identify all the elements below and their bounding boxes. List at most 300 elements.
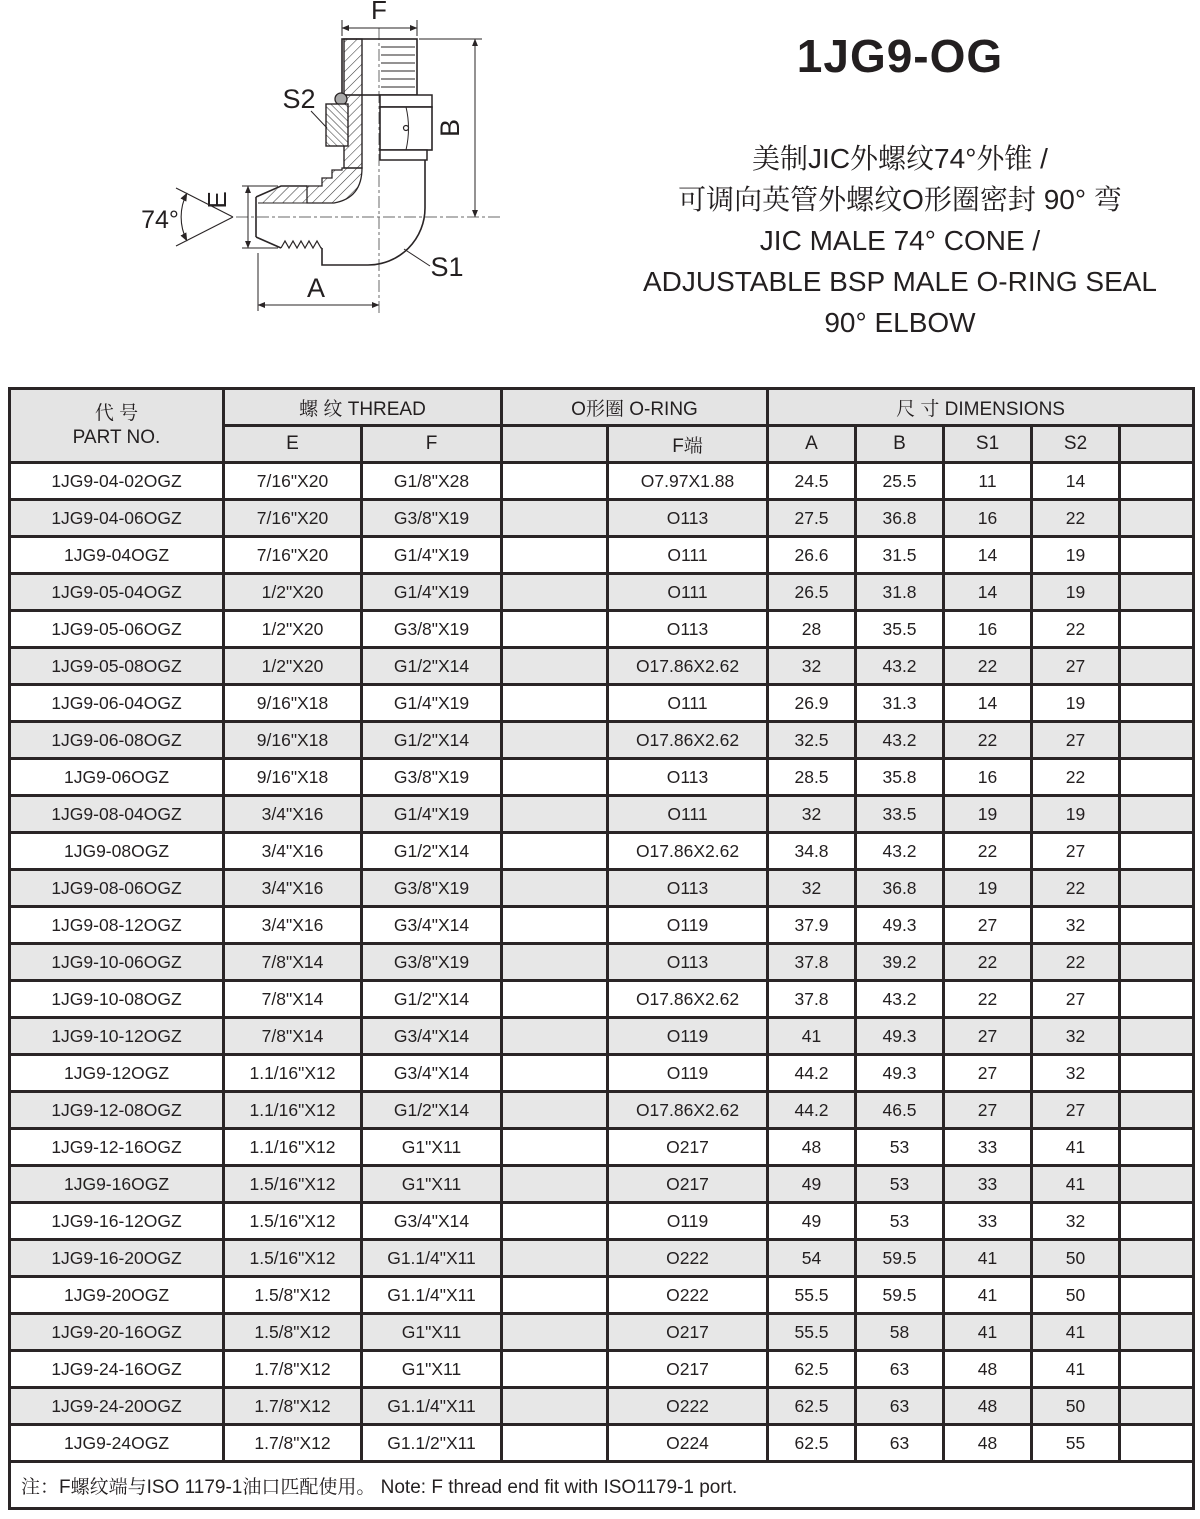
cell-dim-s1: 19 bbox=[944, 796, 1032, 833]
cell-oring-f-end: O222 bbox=[608, 1277, 768, 1314]
cell-thread-f: G3/8"X19 bbox=[362, 611, 502, 648]
cell-thread-e: 7/16"X20 bbox=[224, 500, 362, 537]
cell-dim-b: 43.2 bbox=[856, 722, 944, 759]
cell-thread-e: 1.1/16"X12 bbox=[224, 1129, 362, 1166]
cell-part-no: 1JG9-20-16OGZ bbox=[10, 1314, 224, 1351]
table-row bbox=[10, 1240, 1194, 1277]
cell-thread-f: G1/2"X14 bbox=[362, 648, 502, 685]
cell-dim-a: 55.5 bbox=[768, 1314, 856, 1351]
cell-dim-b: 43.2 bbox=[856, 981, 944, 1018]
cell-dim-s1: 16 bbox=[944, 500, 1032, 537]
cell-dim-extra bbox=[1120, 1055, 1194, 1092]
table-row bbox=[10, 759, 1194, 796]
table-row bbox=[10, 648, 1194, 685]
header-group-dimensions: 尺 寸 DIMENSIONS bbox=[768, 389, 1194, 426]
cell-dim-b: 25.5 bbox=[856, 463, 944, 500]
cell-dim-s2: 41 bbox=[1032, 1351, 1120, 1388]
cell-thread-e: 1.7/8"X12 bbox=[224, 1388, 362, 1425]
cell-dim-s1: 16 bbox=[944, 611, 1032, 648]
cell-dim-s2: 22 bbox=[1032, 944, 1120, 981]
cell-dim-extra bbox=[1120, 685, 1194, 722]
cell-dim-extra bbox=[1120, 722, 1194, 759]
cell-part-no: 1JG9-06-04OGZ bbox=[10, 685, 224, 722]
cell-dim-a: 48 bbox=[768, 1129, 856, 1166]
table-row bbox=[10, 1314, 1194, 1351]
cell-part-no: 1JG9-05-04OGZ bbox=[10, 574, 224, 611]
section-corner bbox=[307, 168, 362, 203]
cell-thread-f: G1.1/4"X11 bbox=[362, 1388, 502, 1425]
cell-dim-s2: 50 bbox=[1032, 1388, 1120, 1425]
header-col-s1: S1 bbox=[944, 426, 1032, 463]
cell-part-no: 1JG9-10-06OGZ bbox=[10, 944, 224, 981]
cell-dim-s1: 41 bbox=[944, 1277, 1032, 1314]
cell-thread-f: G1/4"X19 bbox=[362, 796, 502, 833]
cell-dim-b: 49.3 bbox=[856, 907, 944, 944]
table-row bbox=[10, 833, 1194, 870]
cell-oring-f-end: O113 bbox=[608, 500, 768, 537]
cell-dim-s2: 41 bbox=[1032, 1314, 1120, 1351]
table-row bbox=[10, 574, 1194, 611]
label-f: F bbox=[371, 0, 387, 25]
cell-oring-f-end: O17.86X2.62 bbox=[608, 722, 768, 759]
cell-oring-e-end bbox=[502, 500, 608, 537]
cell-oring-f-end: O17.86X2.62 bbox=[608, 981, 768, 1018]
cell-dim-b: 36.8 bbox=[856, 870, 944, 907]
cell-thread-f: G1/4"X19 bbox=[362, 574, 502, 611]
cell-oring-e-end bbox=[502, 1425, 608, 1462]
header-col-b: B bbox=[856, 426, 944, 463]
cell-dim-s1: 33 bbox=[944, 1129, 1032, 1166]
cell-dim-s1: 41 bbox=[944, 1240, 1032, 1277]
table-row bbox=[10, 1277, 1194, 1314]
header-col-oring-f: F端 bbox=[608, 426, 768, 463]
cell-dim-s2: 32 bbox=[1032, 907, 1120, 944]
table-row bbox=[10, 1092, 1194, 1129]
cell-dim-s1: 27 bbox=[944, 1018, 1032, 1055]
cell-dim-s1: 22 bbox=[944, 833, 1032, 870]
cell-dim-extra bbox=[1120, 796, 1194, 833]
cell-oring-f-end: O217 bbox=[608, 1129, 768, 1166]
cell-dim-b: 53 bbox=[856, 1166, 944, 1203]
technical-drawing bbox=[90, 0, 635, 345]
table-row bbox=[10, 611, 1194, 648]
cell-oring-f-end: O113 bbox=[608, 870, 768, 907]
cell-dim-a: 26.6 bbox=[768, 537, 856, 574]
cell-part-no: 1JG9-10-08OGZ bbox=[10, 981, 224, 1018]
cell-dim-s1: 41 bbox=[944, 1314, 1032, 1351]
cell-oring-e-end bbox=[502, 1277, 608, 1314]
cell-thread-e: 3/4"X16 bbox=[224, 870, 362, 907]
cell-dim-a: 44.2 bbox=[768, 1055, 856, 1092]
label-b: B bbox=[435, 118, 465, 138]
cell-dim-s2: 27 bbox=[1032, 981, 1120, 1018]
cell-thread-f: G1.1/4"X11 bbox=[362, 1277, 502, 1314]
cell-oring-f-end: O119 bbox=[608, 1055, 768, 1092]
cell-oring-e-end bbox=[502, 574, 608, 611]
cell-part-no: 1JG9-12-08OGZ bbox=[10, 1092, 224, 1129]
cell-dim-extra bbox=[1120, 870, 1194, 907]
elbow-fitting-drawing bbox=[90, 0, 635, 345]
cell-oring-e-end bbox=[502, 685, 608, 722]
cell-thread-e: 1/2"X20 bbox=[224, 574, 362, 611]
cell-thread-e: 7/16"X20 bbox=[224, 537, 362, 574]
cell-dim-b: 49.3 bbox=[856, 1018, 944, 1055]
cell-thread-f: G3/4"X14 bbox=[362, 1018, 502, 1055]
cell-dim-a: 34.8 bbox=[768, 833, 856, 870]
cell-part-no: 1JG9-04-02OGZ bbox=[10, 463, 224, 500]
cell-oring-f-end: O119 bbox=[608, 1203, 768, 1240]
locknut bbox=[326, 104, 348, 146]
cell-oring-f-end: O224 bbox=[608, 1425, 768, 1462]
cell-dim-s1: 14 bbox=[944, 574, 1032, 611]
cell-dim-extra bbox=[1120, 1314, 1194, 1351]
cell-part-no: 1JG9-04-06OGZ bbox=[10, 500, 224, 537]
upper-washer bbox=[380, 95, 432, 107]
cell-thread-e: 1.1/16"X12 bbox=[224, 1055, 362, 1092]
table-row bbox=[10, 870, 1194, 907]
cell-dim-extra bbox=[1120, 500, 1194, 537]
cell-dim-s2: 14 bbox=[1032, 463, 1120, 500]
cell-oring-e-end bbox=[502, 759, 608, 796]
cell-oring-e-end bbox=[502, 1351, 608, 1388]
table-row bbox=[10, 981, 1194, 1018]
cell-thread-f: G3/8"X19 bbox=[362, 944, 502, 981]
cell-dim-a: 32 bbox=[768, 870, 856, 907]
header-col-f: F bbox=[362, 426, 502, 463]
cell-dim-s1: 33 bbox=[944, 1203, 1032, 1240]
cell-dim-s2: 50 bbox=[1032, 1240, 1120, 1277]
table-body bbox=[10, 463, 1194, 1462]
cell-dim-extra bbox=[1120, 648, 1194, 685]
cell-dim-s1: 14 bbox=[944, 685, 1032, 722]
cell-dim-s2: 27 bbox=[1032, 1092, 1120, 1129]
cell-oring-e-end bbox=[502, 722, 608, 759]
cell-dim-s2: 19 bbox=[1032, 685, 1120, 722]
cell-dim-extra bbox=[1120, 1388, 1194, 1425]
cell-oring-f-end: O113 bbox=[608, 944, 768, 981]
table-row bbox=[10, 907, 1194, 944]
cell-thread-e: 1.5/16"X12 bbox=[224, 1240, 362, 1277]
cell-dim-s1: 22 bbox=[944, 648, 1032, 685]
table-note: 注：F螺纹端与ISO 1179-1油口匹配使用。 Note: F thread end fit with ISO1179-1 port. bbox=[10, 1462, 1194, 1509]
cell-dim-extra bbox=[1120, 759, 1194, 796]
cell-dim-s2: 27 bbox=[1032, 648, 1120, 685]
cell-dim-s2: 27 bbox=[1032, 833, 1120, 870]
page-title: 1JG9-OG bbox=[796, 30, 1004, 82]
label-s2: S2 bbox=[282, 84, 316, 114]
cell-oring-f-end: O17.86X2.62 bbox=[608, 1092, 768, 1129]
cell-thread-e: 1/2"X20 bbox=[224, 648, 362, 685]
cell-part-no: 1JG9-08-04OGZ bbox=[10, 796, 224, 833]
cell-thread-e: 1/2"X20 bbox=[224, 611, 362, 648]
cell-oring-f-end: O111 bbox=[608, 796, 768, 833]
cell-thread-e: 1.5/8"X12 bbox=[224, 1277, 362, 1314]
header-col-a: A bbox=[768, 426, 856, 463]
cell-dim-s2: 41 bbox=[1032, 1129, 1120, 1166]
cell-dim-s1: 48 bbox=[944, 1351, 1032, 1388]
thread-lines bbox=[381, 47, 415, 87]
cell-part-no: 1JG9-24OGZ bbox=[10, 1425, 224, 1462]
cell-dim-b: 35.8 bbox=[856, 759, 944, 796]
cell-thread-f: G1/4"X19 bbox=[362, 537, 502, 574]
cell-dim-a: 32 bbox=[768, 796, 856, 833]
cell-dim-b: 39.2 bbox=[856, 944, 944, 981]
cell-dim-extra bbox=[1120, 833, 1194, 870]
cell-dim-s2: 22 bbox=[1032, 870, 1120, 907]
cell-dim-s2: 32 bbox=[1032, 1203, 1120, 1240]
cell-dim-a: 24.5 bbox=[768, 463, 856, 500]
cell-thread-f: G3/4"X14 bbox=[362, 907, 502, 944]
cell-oring-e-end bbox=[502, 796, 608, 833]
cell-oring-f-end: O113 bbox=[608, 611, 768, 648]
label-a: A bbox=[306, 273, 326, 303]
cell-thread-e: 1.1/16"X12 bbox=[224, 1092, 362, 1129]
header-part-no bbox=[10, 389, 224, 463]
cell-dim-a: 62.5 bbox=[768, 1388, 856, 1425]
cell-thread-e: 7/8"X14 bbox=[224, 981, 362, 1018]
cell-dim-extra bbox=[1120, 907, 1194, 944]
jic-thread-zigzag bbox=[281, 241, 322, 248]
cell-dim-b: 43.2 bbox=[856, 833, 944, 870]
table-row bbox=[10, 1055, 1194, 1092]
desc-line-zh-1: 美制JIC外螺纹74°外锥 / bbox=[752, 143, 1048, 174]
cell-thread-f: G3/8"X19 bbox=[362, 500, 502, 537]
cell-dim-extra bbox=[1120, 1351, 1194, 1388]
cell-dim-s2: 55 bbox=[1032, 1425, 1120, 1462]
cell-dim-b: 31.5 bbox=[856, 537, 944, 574]
cell-thread-f: G1"X11 bbox=[362, 1129, 502, 1166]
desc-line-en-1: JIC MALE 74° CONE / bbox=[759, 225, 1041, 256]
cell-part-no: 1JG9-05-08OGZ bbox=[10, 648, 224, 685]
header-part-no-en: PART NO. bbox=[72, 426, 161, 448]
cell-dim-s1: 11 bbox=[944, 463, 1032, 500]
cell-oring-e-end bbox=[502, 463, 608, 500]
cell-thread-e: 1.7/8"X12 bbox=[224, 1425, 362, 1462]
cell-oring-f-end: O113 bbox=[608, 759, 768, 796]
cell-dim-extra bbox=[1120, 1240, 1194, 1277]
cell-dim-s1: 48 bbox=[944, 1425, 1032, 1462]
cell-thread-f: G1/2"X14 bbox=[362, 833, 502, 870]
jic-cone-bottom bbox=[256, 237, 281, 248]
cell-dim-b: 31.3 bbox=[856, 685, 944, 722]
cell-oring-f-end: O17.86X2.62 bbox=[608, 833, 768, 870]
cell-thread-f: G1/4"X19 bbox=[362, 685, 502, 722]
cell-dim-s2: 22 bbox=[1032, 759, 1120, 796]
cell-dim-extra bbox=[1120, 1166, 1194, 1203]
cell-dim-a: 41 bbox=[768, 1018, 856, 1055]
cell-thread-f: G1/8"X28 bbox=[362, 463, 502, 500]
cell-dim-b: 53 bbox=[856, 1129, 944, 1166]
cell-part-no: 1JG9-05-06OGZ bbox=[10, 611, 224, 648]
header-group-oring: O形圈 O-RING bbox=[502, 389, 768, 426]
cell-dim-extra bbox=[1120, 1277, 1194, 1314]
desc-line-en-3: 90° ELBOW bbox=[824, 307, 976, 338]
cell-thread-e: 3/4"X16 bbox=[224, 907, 362, 944]
cell-dim-s2: 19 bbox=[1032, 796, 1120, 833]
cell-dim-s2: 41 bbox=[1032, 1166, 1120, 1203]
cell-oring-f-end: O111 bbox=[608, 537, 768, 574]
cell-dim-a: 26.9 bbox=[768, 685, 856, 722]
table-row bbox=[10, 685, 1194, 722]
cell-dim-a: 27.5 bbox=[768, 500, 856, 537]
cell-oring-e-end bbox=[502, 1018, 608, 1055]
cell-dim-extra bbox=[1120, 611, 1194, 648]
cell-oring-f-end: O111 bbox=[608, 685, 768, 722]
cell-dim-a: 32.5 bbox=[768, 722, 856, 759]
cell-part-no: 1JG9-20OGZ bbox=[10, 1277, 224, 1314]
cell-oring-f-end: O7.97X1.88 bbox=[608, 463, 768, 500]
header-col-e: E bbox=[224, 426, 362, 463]
header-col-s2: S2 bbox=[1032, 426, 1120, 463]
cell-oring-f-end: O222 bbox=[608, 1388, 768, 1425]
cell-oring-e-end bbox=[502, 1166, 608, 1203]
cell-dim-extra bbox=[1120, 944, 1194, 981]
table-row bbox=[10, 1129, 1194, 1166]
cell-oring-f-end: O17.86X2.62 bbox=[608, 648, 768, 685]
cell-dim-extra bbox=[1120, 1425, 1194, 1462]
cell-dim-b: 36.8 bbox=[856, 500, 944, 537]
cell-thread-f: G3/8"X19 bbox=[362, 759, 502, 796]
cell-dim-extra bbox=[1120, 1203, 1194, 1240]
cell-dim-s2: 22 bbox=[1032, 500, 1120, 537]
table-row bbox=[10, 796, 1194, 833]
cell-part-no: 1JG9-16-20OGZ bbox=[10, 1240, 224, 1277]
cell-dim-extra bbox=[1120, 981, 1194, 1018]
table-row bbox=[10, 944, 1194, 981]
cell-dim-a: 37.8 bbox=[768, 944, 856, 981]
cell-dim-a: 49 bbox=[768, 1166, 856, 1203]
cell-oring-e-end bbox=[502, 648, 608, 685]
cell-oring-f-end: O217 bbox=[608, 1314, 768, 1351]
cell-dim-s2: 32 bbox=[1032, 1055, 1120, 1092]
cell-thread-f: G1.1/4"X11 bbox=[362, 1240, 502, 1277]
cell-dim-a: 62.5 bbox=[768, 1351, 856, 1388]
cell-part-no: 1JG9-08-06OGZ bbox=[10, 870, 224, 907]
cell-thread-e: 1.7/8"X12 bbox=[224, 1351, 362, 1388]
cell-dim-extra bbox=[1120, 574, 1194, 611]
cell-thread-f: G3/4"X14 bbox=[362, 1203, 502, 1240]
cell-oring-f-end: O119 bbox=[608, 907, 768, 944]
cell-thread-e: 7/8"X14 bbox=[224, 944, 362, 981]
cell-dim-s1: 14 bbox=[944, 537, 1032, 574]
cell-oring-e-end bbox=[502, 1055, 608, 1092]
cell-dim-s1: 27 bbox=[944, 1055, 1032, 1092]
cell-dim-a: 28.5 bbox=[768, 759, 856, 796]
cell-dim-extra bbox=[1120, 1129, 1194, 1166]
cell-oring-f-end: O111 bbox=[608, 574, 768, 611]
cell-dim-a: 28 bbox=[768, 611, 856, 648]
cell-oring-e-end bbox=[502, 537, 608, 574]
cell-dim-b: 59.5 bbox=[856, 1240, 944, 1277]
cell-part-no: 1JG9-24-20OGZ bbox=[10, 1388, 224, 1425]
description-block bbox=[600, 138, 1200, 343]
desc-line-zh-2: 可调向英管外螺纹O形圈密封 90° 弯 bbox=[678, 184, 1122, 215]
cell-oring-e-end bbox=[502, 944, 608, 981]
cell-dim-b: 59.5 bbox=[856, 1277, 944, 1314]
cell-oring-e-end bbox=[502, 1092, 608, 1129]
table-row bbox=[10, 1018, 1194, 1055]
cell-dim-a: 55.5 bbox=[768, 1277, 856, 1314]
cell-thread-f: G1/2"X14 bbox=[362, 981, 502, 1018]
cell-dim-a: 37.8 bbox=[768, 981, 856, 1018]
cell-dim-b: 43.2 bbox=[856, 648, 944, 685]
cell-thread-e: 9/16"X18 bbox=[224, 759, 362, 796]
cell-part-no: 1JG9-08-12OGZ bbox=[10, 907, 224, 944]
cell-dim-b: 63 bbox=[856, 1388, 944, 1425]
cell-part-no: 1JG9-06OGZ bbox=[10, 759, 224, 796]
table-row bbox=[10, 1166, 1194, 1203]
header-part-no-zh: 代 号 bbox=[94, 402, 139, 424]
cell-dim-a: 32 bbox=[768, 648, 856, 685]
cell-dim-b: 46.5 bbox=[856, 1092, 944, 1129]
cell-dim-s1: 16 bbox=[944, 759, 1032, 796]
table-row bbox=[10, 722, 1194, 759]
table-row bbox=[10, 537, 1194, 574]
hex-nut bbox=[380, 107, 432, 150]
cell-thread-f: G3/4"X14 bbox=[362, 1055, 502, 1092]
table-header bbox=[10, 389, 1194, 463]
cell-oring-e-end bbox=[502, 1203, 608, 1240]
cell-thread-e: 9/16"X18 bbox=[224, 722, 362, 759]
cell-thread-f: G1"X11 bbox=[362, 1351, 502, 1388]
cell-oring-e-end bbox=[502, 611, 608, 648]
cell-dim-s1: 19 bbox=[944, 870, 1032, 907]
cell-oring-f-end: O222 bbox=[608, 1240, 768, 1277]
cell-dim-s1: 22 bbox=[944, 944, 1032, 981]
cell-dim-b: 31.8 bbox=[856, 574, 944, 611]
cell-dim-extra bbox=[1120, 537, 1194, 574]
title-block bbox=[610, 30, 1190, 82]
cell-dim-s1: 27 bbox=[944, 1092, 1032, 1129]
label-e: E bbox=[202, 191, 232, 209]
table-row bbox=[10, 1203, 1194, 1240]
cell-thread-e: 3/4"X16 bbox=[224, 796, 362, 833]
cell-thread-f: G3/8"X19 bbox=[362, 870, 502, 907]
cell-dim-b: 63 bbox=[856, 1425, 944, 1462]
cell-dim-b: 33.5 bbox=[856, 796, 944, 833]
cell-thread-e: 7/16"X20 bbox=[224, 463, 362, 500]
cell-thread-e: 3/4"X16 bbox=[224, 833, 362, 870]
cell-dim-a: 49 bbox=[768, 1203, 856, 1240]
cell-thread-f: G1.1/2"X11 bbox=[362, 1425, 502, 1462]
table-row bbox=[10, 500, 1194, 537]
cell-part-no: 1JG9-12OGZ bbox=[10, 1055, 224, 1092]
cell-thread-e: 1.5/8"X12 bbox=[224, 1314, 362, 1351]
cell-part-no: 1JG9-24-16OGZ bbox=[10, 1351, 224, 1388]
label-s1: S1 bbox=[430, 252, 464, 282]
header-group-thread: 螺 纹 THREAD bbox=[224, 389, 502, 426]
cell-dim-s1: 48 bbox=[944, 1388, 1032, 1425]
cell-thread-e: 7/8"X14 bbox=[224, 1018, 362, 1055]
cell-dim-s2: 19 bbox=[1032, 537, 1120, 574]
spec-table bbox=[8, 387, 1195, 1510]
cell-dim-s2: 19 bbox=[1032, 574, 1120, 611]
table-row bbox=[10, 1425, 1194, 1462]
cell-dim-a: 62.5 bbox=[768, 1425, 856, 1462]
cell-dim-b: 53 bbox=[856, 1203, 944, 1240]
cell-dim-b: 49.3 bbox=[856, 1055, 944, 1092]
cell-thread-e: 9/16"X18 bbox=[224, 685, 362, 722]
cell-part-no: 1JG9-08OGZ bbox=[10, 833, 224, 870]
cell-thread-f: G1/2"X14 bbox=[362, 722, 502, 759]
cell-dim-a: 26.5 bbox=[768, 574, 856, 611]
cell-dim-s1: 22 bbox=[944, 722, 1032, 759]
cell-oring-e-end bbox=[502, 870, 608, 907]
cell-oring-f-end: O217 bbox=[608, 1166, 768, 1203]
cell-thread-f: G1/2"X14 bbox=[362, 1092, 502, 1129]
label-angle: 74° bbox=[141, 206, 179, 234]
cell-dim-b: 63 bbox=[856, 1351, 944, 1388]
